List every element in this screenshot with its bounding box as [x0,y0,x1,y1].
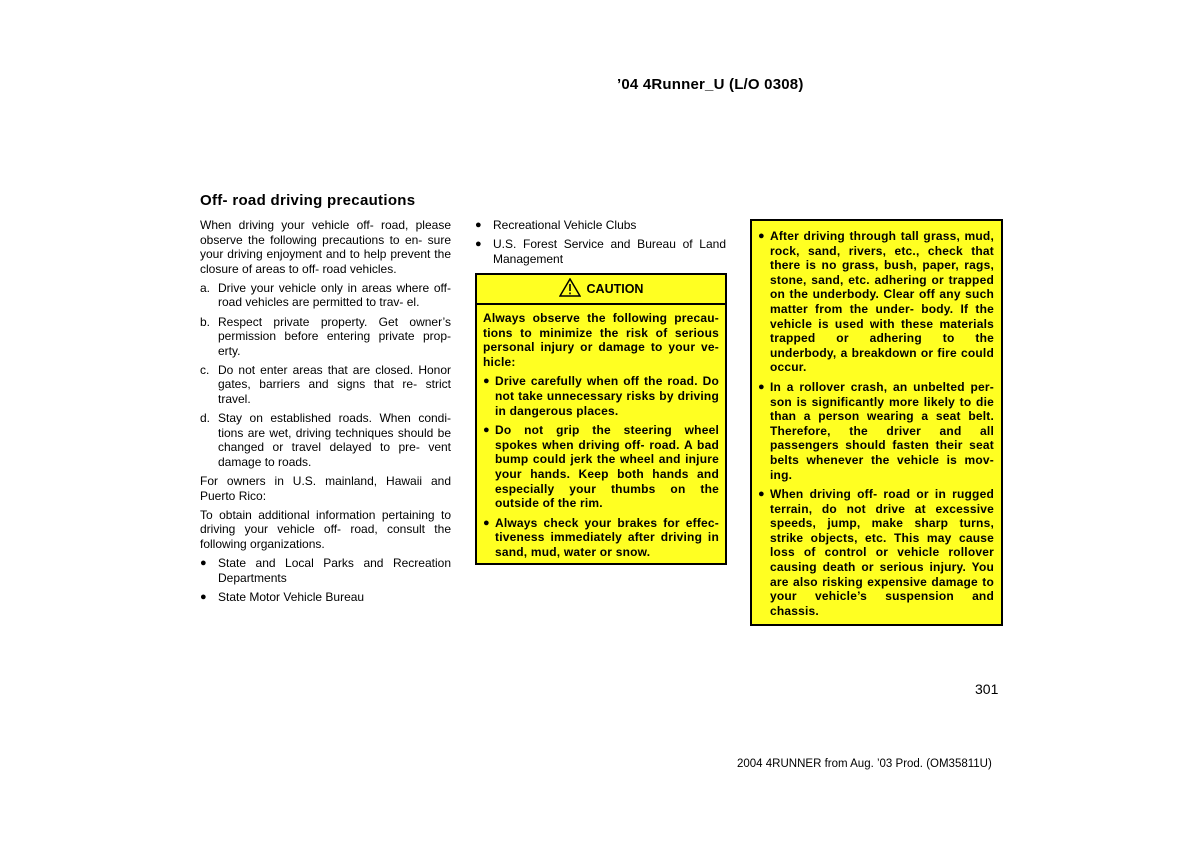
list-label: b. [200,314,211,329]
caution-item [483,374,719,418]
bullet-icon: ● [475,219,482,231]
bullet-icon: ● [758,380,765,393]
list-item [200,411,451,469]
middle-column [475,218,726,271]
warning-item-text: When driving off- road or in rugged terrain, do not drive at excessive speeds, jump, make sharp turns, strike objects, etc. This may cause loss of control or vehicle rollover causing death or serious injury. You are also risking expensive damage to your vehicle’s suspension and chassis. [770,487,994,618]
bullet-icon: ● [475,238,482,251]
bullet-icon: ● [758,488,765,501]
list-text: Respect private property. Get owner’s permission before entering private prop- erty. [218,314,451,358]
list-label: d. [200,411,211,426]
warning-triangle-icon [559,278,581,300]
caution-intro: Always observe the following precau- tions to minimize the risk of serious personal injury or damage to your ve- hicle: [483,311,719,369]
bullet-icon: ● [483,424,490,437]
list-item [200,281,451,310]
bullet-item [475,237,726,266]
warning-item [758,380,994,482]
bullet-text: State and Local Parks and Recreation Departments [218,555,451,585]
document-footer: 2004 4RUNNER from Aug. ’03 Prod. (OM35811U) [737,758,992,770]
list-text: Drive your vehicle only in areas where off- road vehicles are permitted to trav- el. [218,280,451,310]
list-label: c. [200,362,210,377]
caution-item-text: Drive carefully when off the road. Do not take unnecessary risks by driving in dangerous places. [495,374,719,418]
bullet-icon: ● [200,556,207,569]
left-column [200,218,451,609]
warning-item-text: After driving through tall grass, mud, rock, sand, rivers, etc., check that there is no grass, bush, paper, rags, stone, sand, etc. adhering or trapped on the underbody. Clear off any such matter from the under- body. If the vehicle is used with these materials trapped or adhering to the underbody, a breakdown or fire could occur. [770,229,994,375]
list-text: Do not enter areas that are closed. Honor gates, barriers and signs that re- strict travel. [218,362,451,407]
warning-item [758,487,994,618]
caution-item-text: Always check your brakes for effec- tiveness immediately after driving in sand, mud, water or snow. [495,515,719,559]
caution-body [477,305,725,560]
caution-header [477,275,725,305]
section-title: Off- road driving precautions [200,192,416,209]
bullet-icon: ● [483,375,490,388]
bullet-icon: ● [483,516,490,529]
bullet-text: Recreational Vehicle Clubs [493,218,637,232]
bullet-icon: ● [758,230,765,242]
warning-continuation-box [750,219,1003,626]
bullet-item [200,556,451,585]
list-item [200,315,451,359]
document-header: ’04 4Runner_U (L/O 0308) [617,76,804,93]
list-item [200,363,451,407]
warning-item [758,229,994,375]
page-number: 301 [975,681,999,697]
bullet-icon: ● [200,590,207,603]
caution-heading: CAUTION [586,282,644,296]
owners-paragraph: For owners in U.S. mainland, Hawaii and Puerto Rico: [200,474,451,503]
bullet-text: U.S. Forest Service and Bureau of Land Management [493,237,726,266]
caution-item [483,516,719,560]
caution-box [475,273,727,565]
list-text: Stay on established roads. When condi- tions are wet, driving techniques should be changed or travel delayed to pre- vent damage to roads. [218,411,451,469]
intro-paragraph: When driving your vehicle off- road, please observe the following precautions to en- sure your driving enjoyment and to help prevent the closure of areas to off- road vehicles. [200,218,451,276]
bullet-text: State Motor Vehicle Bureau [218,589,365,604]
warning-item-text: In a rollover crash, an unbelted per- son is significantly more likely to die than a person wearing a seat belt. Therefore, the driver and all passengers should fasten their seat belts whenever the vehicle is mov- ing. [770,379,994,482]
info-paragraph: To obtain additional information pertaining to driving your vehicle off- road, consult the following organizations. [200,507,451,551]
list-label: a. [200,280,211,295]
bullet-item [200,590,451,605]
bullet-item [475,218,726,233]
caution-item [483,423,719,511]
caution-item-text: Do not grip the steering wheel spokes when driving off- road. A bad bump could jerk the wheel and injure your hands. Keep both hands and especially your thumbs on the outside of the rim. [495,423,719,511]
